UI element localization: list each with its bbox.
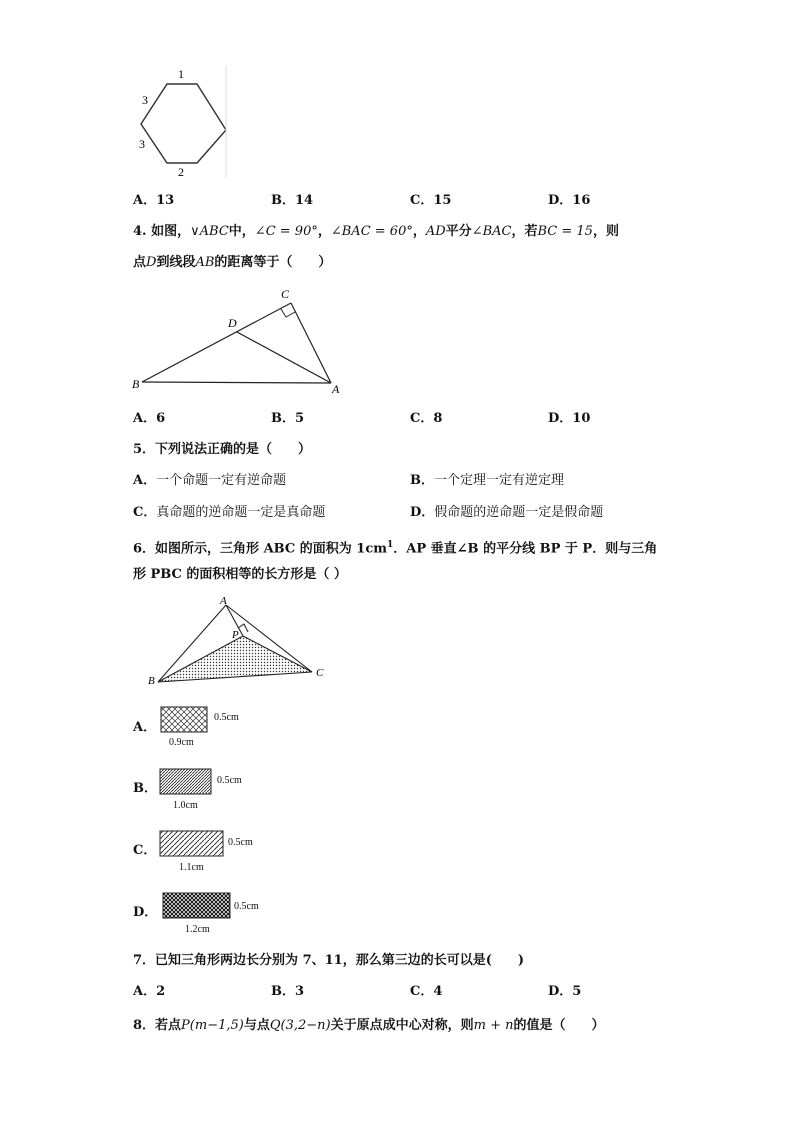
q6-option-d-height: 0.5cm xyxy=(234,901,259,912)
q5-stem: 5．下列说法正确的是（ ） xyxy=(133,442,312,457)
q6-option-a-letter: A． xyxy=(133,720,157,735)
right-angle-mark xyxy=(238,624,248,632)
q6-option-b-height: 0.5cm xyxy=(217,775,242,786)
q6-rect-b xyxy=(159,768,214,796)
q6-triangle-figure xyxy=(140,592,340,692)
hexagon-shape xyxy=(141,84,226,163)
q7-option-d: D．5 xyxy=(548,984,582,999)
label-B: B xyxy=(132,377,140,391)
right-angle-mark xyxy=(281,309,295,317)
q4-stem-line1: 4. 如图，∨ABC中，∠C = 90°，∠BAC = 60°，AD平分∠BAC，若BC = 15，则 xyxy=(133,224,619,239)
q4-option-b: B．5 xyxy=(271,411,305,426)
q6-option-a-height: 0.5cm xyxy=(214,712,239,723)
q6-option-b-width: 1.0cm xyxy=(173,800,198,811)
q6-option-a-width: 0.9cm xyxy=(169,737,194,748)
label-B: B xyxy=(148,675,155,687)
hexagon-label-lower-left: 3 xyxy=(139,137,145,151)
label-A: A xyxy=(220,595,227,607)
q6-rect-a xyxy=(160,706,210,734)
q8-stem: 8．若点P(m−1,5)与点Q(3,2−n)关于原点成中心对称，则m + n的值是（ ） xyxy=(133,1018,605,1033)
q4-stem-line2: 点D到线段AB的距离等于（ ） xyxy=(133,255,332,270)
q3-option-a: A．13 xyxy=(133,193,175,208)
q4-triangle-figure xyxy=(130,283,350,398)
label-C: C xyxy=(281,287,290,301)
label-A: A xyxy=(332,382,340,396)
hexagon-label-bottom: 2 xyxy=(178,165,184,179)
q7-stem: 7．已知三角形两边长分别为 7、11，那么第三边的长可以是( ) xyxy=(133,953,525,968)
q5-option-d: D．假命题的逆命题一定是假命题 xyxy=(410,505,604,520)
q6-stem-line2: 形 PBC 的面积相等的长方形是（ ） xyxy=(133,567,347,582)
q5-option-b: B．一个定理一定有逆定理 xyxy=(410,473,565,488)
label-C: C xyxy=(316,667,324,679)
q6-option-c-height: 0.5cm xyxy=(228,837,253,848)
q6-option-b-letter: B． xyxy=(133,781,157,796)
q7-option-a: A．2 xyxy=(133,984,166,999)
q7-option-b: B．3 xyxy=(271,984,305,999)
q5-option-c: C．真命题的逆命题一定是真命题 xyxy=(133,505,326,520)
q4-option-a: A．6 xyxy=(133,411,166,426)
q6-stem-line1: 6．如图所示，三角形 ABC 的面积为 $1cm^1$．AP 垂直∠B 的平分线 BP 于 P．则与三角 xyxy=(133,540,658,557)
hexagon-label-top: 1 xyxy=(178,67,184,81)
label-P: P xyxy=(232,629,239,641)
q6-option-d-letter: D． xyxy=(133,905,158,920)
label-D: D xyxy=(228,316,237,330)
hexagon-label-upper-left: 3 xyxy=(142,93,148,107)
q3-option-c: C．15 xyxy=(410,193,452,208)
hexagon-figure xyxy=(130,64,230,180)
q6-rect-d xyxy=(162,892,234,920)
q6-option-c-letter: C． xyxy=(133,843,157,858)
q6-option-c-width: 1.1cm xyxy=(179,862,204,873)
q4-option-d: D．10 xyxy=(548,411,591,426)
shaded-triangle-pbc xyxy=(158,636,312,682)
q5-option-a: A．一个命题一定有逆命题 xyxy=(133,473,287,488)
q3-option-b: B．14 xyxy=(271,193,314,208)
q6-rect-c xyxy=(159,830,227,858)
q6-option-d-width: 1.2cm xyxy=(185,924,210,935)
q3-option-d: D．16 xyxy=(548,193,591,208)
q4-option-c: C．8 xyxy=(410,411,443,426)
q7-option-c: C．4 xyxy=(410,984,443,999)
